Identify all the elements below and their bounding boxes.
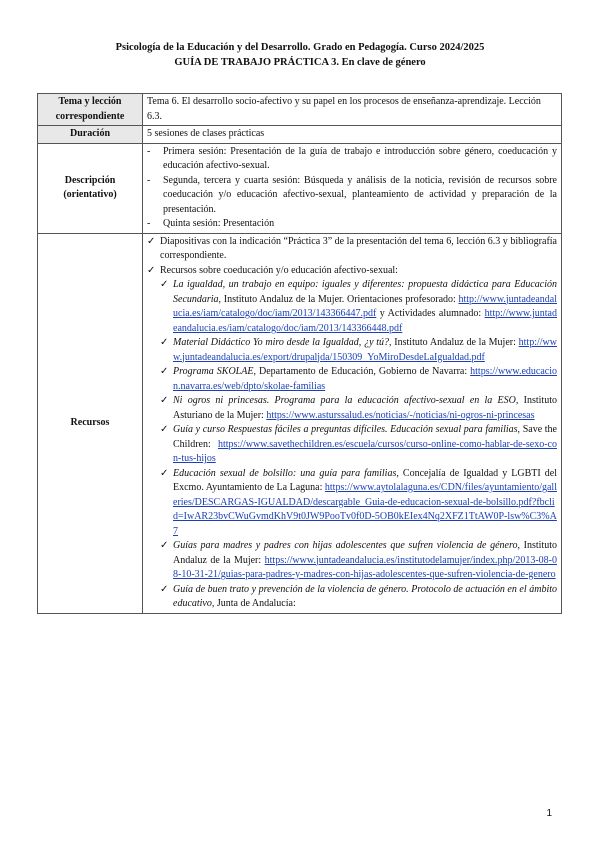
- resource-item: ✓ Material Didáctico Yo miro desde la Igualdad, ¿y tú?, Instituto Andaluz de la Mujer: http://www.juntadeandalucia.es/export/drupaljda/150309_YoMiroDesdeLaIgualdad.pdf: [147, 336, 557, 365]
- tema-label: Tema y lección correspondiente: [38, 94, 143, 126]
- recursos-label: Recursos: [38, 233, 143, 613]
- resource-item: ✓ Educación sexual de bolsillo: una guía para familias, Concejalía de Igualdad y LGBTI del Excmo. Ayuntamiento de La Laguna: https://www.aytolalaguna.es/CDN/files/ayuntamiento/galleries/DESCARGAS-IGUALDAD/descargable_Guia-de-educacion-sexual-de-bolsillo.pdf?fbclid=IwAR23bvCWuGvmdKhV9t0JW9PooTv0f0D-5OB0kEIex4Nq2XFZ1TtAW0P-lsw%C3%A7: [147, 467, 557, 540]
- resource-item: ✓ Programa SKOLAE, Departamento de Educación, Gobierno de Navarra: https://www.educacion.navarra.es/web/dpto/skolae-familias: [147, 365, 557, 394]
- row-tema: [38, 94, 562, 126]
- row-descripcion: [38, 143, 562, 233]
- resource-link[interactable]: http://www.juntadeandalucia.es/iam/catalogo/doc/iam/2013/143366447.pdf: [173, 293, 557, 319]
- duracion-value: 5 sesiones de clases prácticas: [143, 126, 562, 144]
- resource-link[interactable]: https://www.savethechildren.es/escuela/cursos/curso-online-como-hablar-de-sexo-con-tus-hijos: [173, 438, 557, 464]
- page-number: 1: [546, 808, 552, 819]
- guide-title: GUÍA DE TRABAJO PRÁCTICA 3. En clave de género: [174, 57, 426, 68]
- descripcion-label: Descripción (orientativo): [38, 143, 143, 233]
- check-icon: ✓: [147, 264, 156, 276]
- row-duracion: [38, 126, 562, 144]
- check-icon: ✓: [160, 395, 169, 406]
- resource-link[interactable]: https://www.aytolalaguna.es/CDN/files/ayuntamiento/galleries/DESCARGAS-IGUALDAD/descargable_Guia-de-educacion-sexual-de-bolsillo.pdf?fbclid=IwAR23bvCWuGvmdKhV9t0JW9PooTv0f0D-5OB0kEIex4Nq2XFZ1TtAW0P-lsw%C3%A7: [173, 482, 557, 537]
- resource-link[interactable]: https://www.juntadeandalucia.es/institutodelamujer/index.php/2013-08-08-10-31-21/guias-para-padres-y-madres-con-hijas-adolescentes-que-sufren-violencia-de-genero: [173, 554, 557, 580]
- list-item: - Quinta sesión: Presentación: [147, 218, 275, 229]
- resource-link[interactable]: http://www.juntadeandalucia.es/export/drupaljda/150309_YoMiroDesdeLaIgualdad.pdf: [173, 337, 557, 363]
- check-icon: ✓: [160, 337, 169, 348]
- check-icon: ✓: [160, 279, 169, 290]
- row-recursos: [38, 233, 562, 613]
- recursos-value: [143, 233, 562, 613]
- resource-item: ✓ Guía de buen trato y prevención de la violencia de género. Protocolo de actuación en el ámbito educativo, Junta de Andalucía:: [147, 583, 557, 612]
- list-item: - Segunda, tercera y cuarta sesión: Búsqueda y análisis de la noticia, revisión de recursos sobre coeducación y/o educación afectivo-sexual, planteamiento de actividad y preparación de la presentación.: [147, 174, 557, 215]
- list-item: - Primera sesión: Presentación de la guía de trabajo e introducción sobre género, coeducación y educación afectivo-sexual.: [147, 145, 557, 171]
- check-icon: ✓: [147, 235, 156, 247]
- check-icon: ✓: [160, 540, 169, 551]
- resource-item: ✓ Ni ogros ni princesas. Programa para la educación afectivo-sexual en la ESO, Instituto Asturiano de la Mujer: https://www.asturssalud.es/noticias/-/noticias/ni-ogros-ni-princesas: [147, 394, 557, 423]
- resource-item: ✓ Guías para madres y padres con hijas adolescentes que sufren violencia de género, Instituto Andaluz de la Mujer: https://www.juntadeandalucia.es/institutodelamujer/index.php/2013-08-08-10-31-21/guias-para-padres-y-madres-con-hijas-adolescentes-que-sufren-violencia-de-genero: [147, 539, 557, 583]
- resource-item: ✓ La igualdad, un trabajo en equipo: iguales y diferentes: propuesta didáctica para Educación Secundaria, Instituto Andaluz de la Mujer. Orientaciones profesorado: http://www.juntadeandalucia.es/iam/catalogo/doc/iam/2013/143366447.pdf y Actividades alumnado: http://www.juntadeandalucia.es/iam/catalogo/doc/iam/2013/143366448.pdf: [147, 278, 557, 336]
- list-item: ✓ Diapositivas con la indicación “Práctica 3” de la presentación del tema 6, lección 6.3 y bibliografía correspondiente.: [147, 235, 557, 264]
- check-icon: ✓: [160, 424, 169, 435]
- check-icon: ✓: [160, 366, 169, 377]
- check-icon: ✓: [160, 467, 169, 479]
- check-icon: ✓: [160, 583, 169, 595]
- document-header: [0, 40, 600, 70]
- resource-link[interactable]: http://www.juntadeandalucia.es/iam/catalogo/doc/iam/2013/143366448.pdf: [173, 308, 557, 334]
- guide-table: [37, 93, 562, 614]
- descripcion-value: [143, 143, 562, 233]
- tema-value: Tema 6. El desarrollo socio-afectivo y su papel en los procesos de enseñanza-aprendizaje. Lección 6.3.: [143, 94, 562, 126]
- list-item: ✓ Recursos sobre coeducación y/o educación afectivo-sexual:: [147, 264, 557, 279]
- duracion-label: Duración: [38, 126, 143, 144]
- course-title: Psicología de la Educación y del Desarrollo. Grado en Pedagogía. Curso 2024/2025: [115, 42, 485, 53]
- resource-item: ✓ Guía y curso Respuestas fáciles a preguntas difíciles. Educación sexual para familias, Save the Children: https://www.savethechildren.es/escuela/cursos/curso-online-como-hablar-de-sexo-con-tus-hijos: [147, 423, 557, 467]
- resource-link[interactable]: https://www.asturssalud.es/noticias/-/noticias/ni-ogros-ni-princesas: [266, 409, 535, 421]
- resource-link[interactable]: https://www.educacion.navarra.es/web/dpto/skolae-familias: [173, 366, 557, 392]
